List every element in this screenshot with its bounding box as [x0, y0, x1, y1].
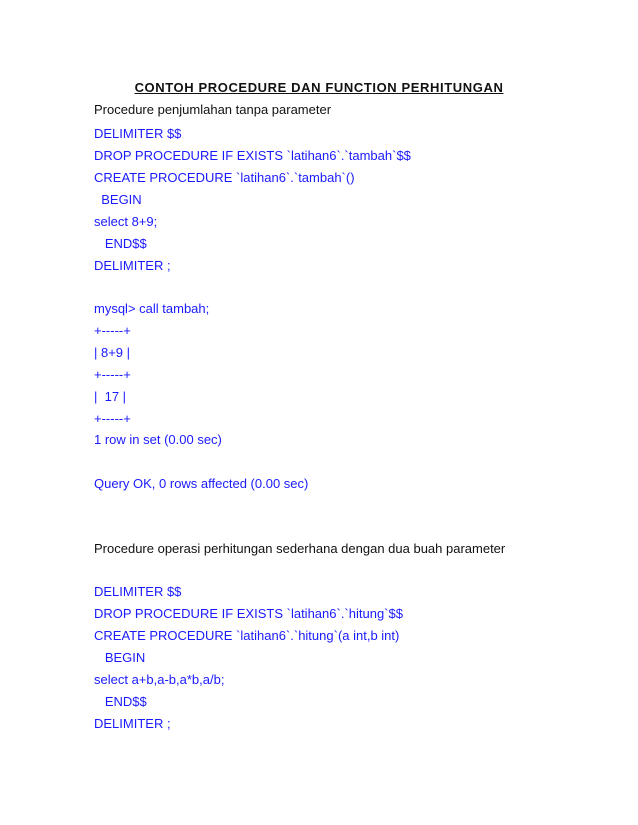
output-line: +-----+ [94, 367, 131, 382]
output-line: 1 row in set (0.00 sec) [94, 432, 222, 447]
output-line: | 8+9 | [94, 345, 131, 360]
output-line: +-----+ [94, 323, 131, 338]
code-line: CREATE PROCEDURE `latihan6`.`hitung`(a int,b int) [94, 628, 400, 643]
code-line: END$$ [94, 236, 147, 251]
code-line: DELIMITER ; [94, 716, 171, 731]
section2-heading: Procedure operasi perhitungan sederhana dengan dua buah parameter [94, 541, 506, 556]
output-line: Query OK, 0 rows affected (0.00 sec) [94, 476, 309, 491]
code-line: DROP PROCEDURE IF EXISTS `latihan6`.`hitung`$$ [94, 606, 403, 621]
section1-heading: Procedure penjumlahan tanpa parameter [94, 102, 332, 117]
output-line: +-----+ [94, 411, 131, 426]
code-line: select a+b,a-b,a*b,a/b; [94, 672, 225, 687]
code-line: DROP PROCEDURE IF EXISTS `latihan6`.`tambah`$$ [94, 148, 411, 163]
code-line: END$$ [94, 694, 147, 709]
code-line: CREATE PROCEDURE `latihan6`.`tambah`() [94, 170, 355, 185]
code-line: select 8+9; [94, 214, 158, 229]
code-line: BEGIN [94, 192, 142, 207]
code-line: BEGIN [94, 650, 146, 665]
code-line: DELIMITER $$ [94, 126, 182, 141]
code-line: DELIMITER $$ [94, 584, 182, 599]
output-line: mysql> call tambah; [94, 301, 210, 316]
code-line: DELIMITER ; [94, 258, 171, 273]
page-title: CONTOH PROCEDURE DAN FUNCTION PERHITUNGAN [134, 80, 504, 95]
output-line: | 17 | [94, 389, 127, 404]
